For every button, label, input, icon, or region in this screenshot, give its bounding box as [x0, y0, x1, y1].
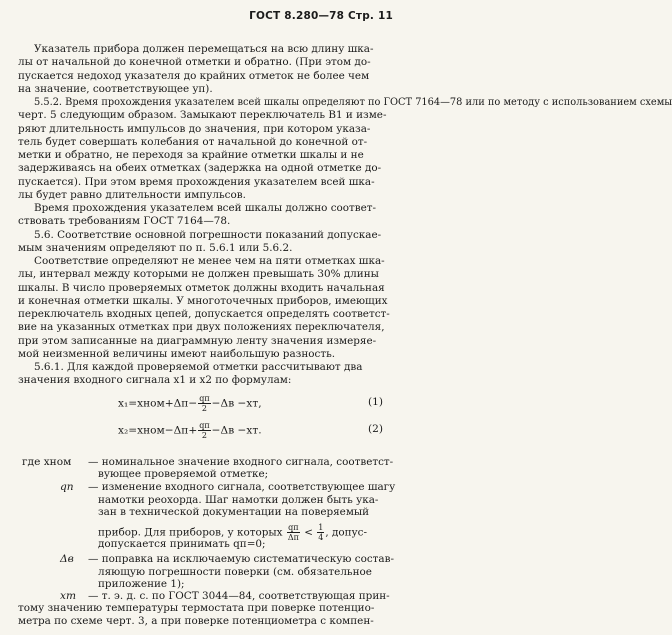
equation-rhs: −Δв −xт.: [211, 424, 262, 437]
definition-text: — номинальное значение входного сигнала, соответст-: [88, 455, 394, 468]
equation-number: (2): [368, 422, 384, 435]
text-line: 5.6. Соответствие основной погрешности показаний допускае-: [34, 228, 382, 241]
definition-text: ляющую погрешности поверки (см. обязательное: [98, 565, 372, 578]
text-line: метки и обратно, не переходя за крайние отметки шкалы и не: [18, 149, 364, 161]
text-line: 5.6.1. Для каждой проверяемой отметки рассчитывают два: [34, 361, 363, 373]
text-line: ствовать требованиям ГОСТ 7164—78.: [18, 215, 231, 228]
text-line: Время прохождения указателем всей шкалы должно соответ-: [34, 202, 377, 214]
equation-1: [118, 394, 262, 413]
equation-fraction: $\frac{qп}{2}$: [199, 394, 210, 414]
equation-rhs: −Δв −xт,: [211, 397, 262, 410]
text-line: при этом записанные на диаграммную ленту значения измеряе-: [18, 334, 377, 347]
text-line: тому значению температуры термостата при поверке потенцио-: [18, 602, 375, 615]
definition-text: допускается принимать qп=0;: [98, 538, 266, 550]
text-line: Соответствие определяют не менее чем на пяти отметках шка-: [34, 255, 385, 267]
text-line: значения входного сигнала x1 и x2 по формулам:: [18, 374, 292, 387]
text-line: мым значениям определяют по п. 5.6.1 или 5.6.2.: [18, 241, 293, 254]
definition-text: — изменение входного сигнала, соответствующее шагу: [88, 481, 396, 494]
equation-number: (1): [368, 396, 384, 409]
equation-fraction: $\frac{qп}{2}$: [199, 420, 210, 440]
text-line: лы будет равно длительности импульсов.: [18, 188, 246, 201]
text-line: задерживаясь на обеих отметках (задержка на одной отметке до-: [18, 162, 382, 175]
text-line: на значение, соответствующее yп).: [18, 82, 213, 95]
definition-text: вующее проверяемой отметке;: [98, 468, 269, 480]
definition-term: где xном: [22, 455, 72, 468]
equation-lhs: x₂=xном−Δп+: [118, 424, 198, 437]
text-line: пускается недоход указателя до крайних отметок не более чем: [18, 69, 370, 82]
definition-text: — т. э. д. с. по ГОСТ 3044—84, соответствующая прин-: [88, 590, 390, 603]
text-line: шкалы. В число проверяемых отметок должны входить начальная: [18, 281, 385, 294]
text-line: лы от начальной до конечной отметки и обратно. (При этом до-: [18, 56, 371, 69]
text-line: переключатель входных цепей, допускается определять соответст-: [18, 308, 390, 320]
definition-text: — поправка на исключаемую систематическую состав-: [88, 553, 394, 566]
text-line: тель будет совершать колебания от начальной до конечной от-: [18, 135, 368, 148]
equation-lhs: x₁=xном+Δп−: [118, 397, 198, 410]
definition-term: qп: [60, 481, 74, 494]
inequality-operator: <: [304, 526, 313, 539]
text-line: пускается). При этом время прохождения указателем всей шка-: [18, 175, 375, 188]
inequality-fraction: $\frac{1}{4}$: [318, 522, 324, 542]
text-line: лы, интервал между которыми не должен превышать 30% длины: [18, 268, 379, 281]
text-line: Указатель прибора должен перемещаться на всю длину шка-: [34, 43, 374, 55]
text-line: метра по схеме черт. 3, а при поверке потенциометра с компен-: [18, 614, 374, 627]
inequality-fraction: $\frac{qп}{\Delta п}$: [287, 522, 299, 542]
definition-text: зан в технической документации на поверяемый: [98, 505, 370, 518]
text-line: 5.5.2. Время прохождения указателем всей шкалы определяют по ГОСТ 7164—78 или по методу с использованием схемы: [34, 97, 672, 108]
definition-term: xт: [60, 590, 77, 603]
text-line: ряют длительность импульсов до значения, при котором указа-: [18, 122, 371, 135]
definition-text: приложение 1);: [98, 577, 185, 590]
equation-2: [118, 421, 262, 440]
definition-text: прибор. Для приборов, у которых $\frac{qп}{\Delta п}$ < $\frac{1}{4}$ , допус-: [98, 522, 368, 542]
text-line: мой неизменной величины имеют наибольшую разность.: [18, 347, 336, 360]
text-line: вие на указанных отметках при двух положениях переключателя,: [18, 321, 385, 334]
text-line: черт. 5 следующим образом. Замыкают переключатель В1 и изме-: [18, 109, 387, 122]
definition-text: намотки реохорда. Шаг намотки должен быть ука-: [98, 493, 379, 506]
text-line: и конечная отметки шкалы. У многоточечных приборов, имеющих: [18, 294, 388, 307]
page-header: ГОСТ 8.280—78 Стр. 11: [249, 10, 393, 22]
definition-term: Δв: [60, 553, 74, 566]
